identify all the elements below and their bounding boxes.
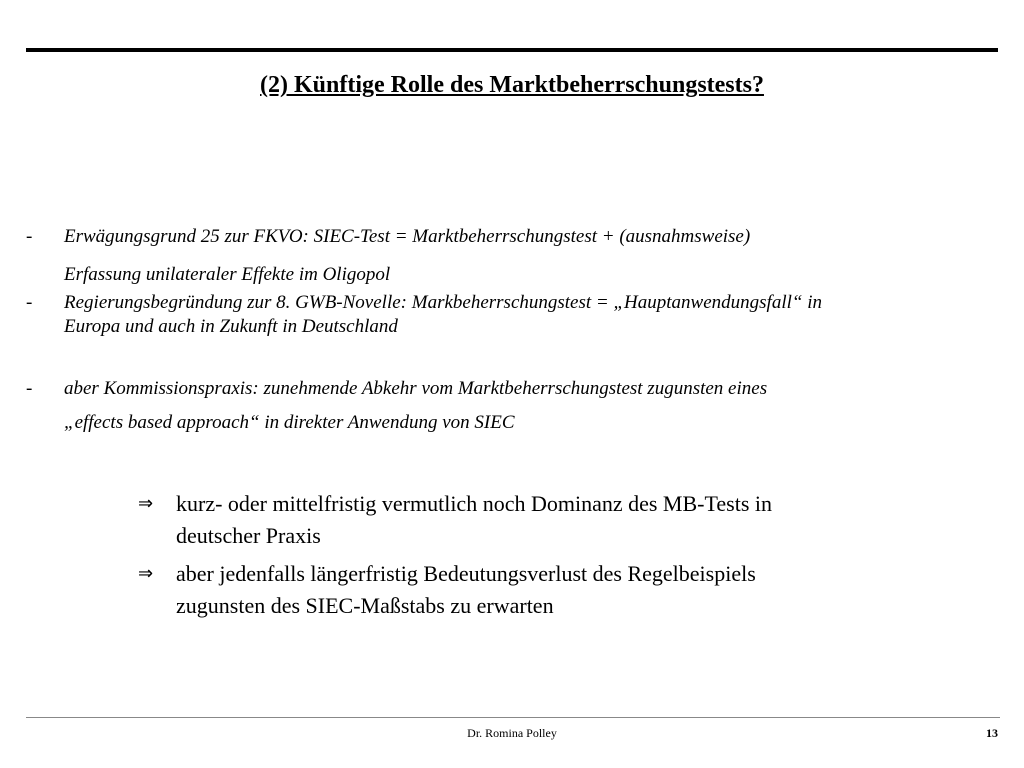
bullet-text xyxy=(64,225,964,287)
bullet-line: „effects based approach“ in direkter Anwendung von SIEC xyxy=(64,412,515,433)
implies-arrow-icon: ⇒ xyxy=(138,563,154,584)
bullet-line: Erwägungsgrund 25 zur FKVO: SIEC-Test = Marktbeherrschungstest + (ausnahmsweise) xyxy=(64,226,751,247)
bullet-line: Regierungsbegründung zur 8. GWB-Novelle: Markbeherrschungstest = „Hauptanwendungsfall“ in xyxy=(64,292,822,313)
bullet-line: Europa und auch in Zukunft in Deutschland xyxy=(64,316,398,337)
bullet-text xyxy=(64,291,964,339)
bullet-line: Erfassung unilateraler Effekte im Oligopol xyxy=(64,264,391,285)
page-number: 13 xyxy=(986,726,998,740)
slide-title: (2) Künftige Rolle des Marktbeherrschungstests? xyxy=(260,72,764,98)
conclusion-line: deutscher Praxis xyxy=(176,523,321,548)
conclusion-line: kurz- oder mittelfristig vermutlich noch Dominanz des MB-Tests in xyxy=(176,491,772,516)
conclusion-line: aber jedenfalls längerfristig Bedeutungsverlust des Regelbeispiels xyxy=(176,561,756,586)
top-rule xyxy=(26,48,998,52)
implies-arrow-icon: ⇒ xyxy=(138,493,154,514)
footer-rule xyxy=(26,717,1000,718)
bullet-line: aber Kommissionspraxis: zunehmende Abkehr vom Marktbeherrschungstest zugunsten eines xyxy=(64,378,768,399)
conclusion-text xyxy=(176,488,976,552)
bullet-text xyxy=(64,377,964,435)
conclusion-line: zugunsten des SIEC-Maßstabs zu erwarten xyxy=(176,593,554,618)
bullet-dash: - xyxy=(26,226,33,247)
bullet-dash: - xyxy=(26,292,33,313)
bullet-dash: - xyxy=(26,378,33,399)
conclusion-text xyxy=(176,558,976,622)
footer-author: Dr. Romina Polley xyxy=(467,726,557,740)
